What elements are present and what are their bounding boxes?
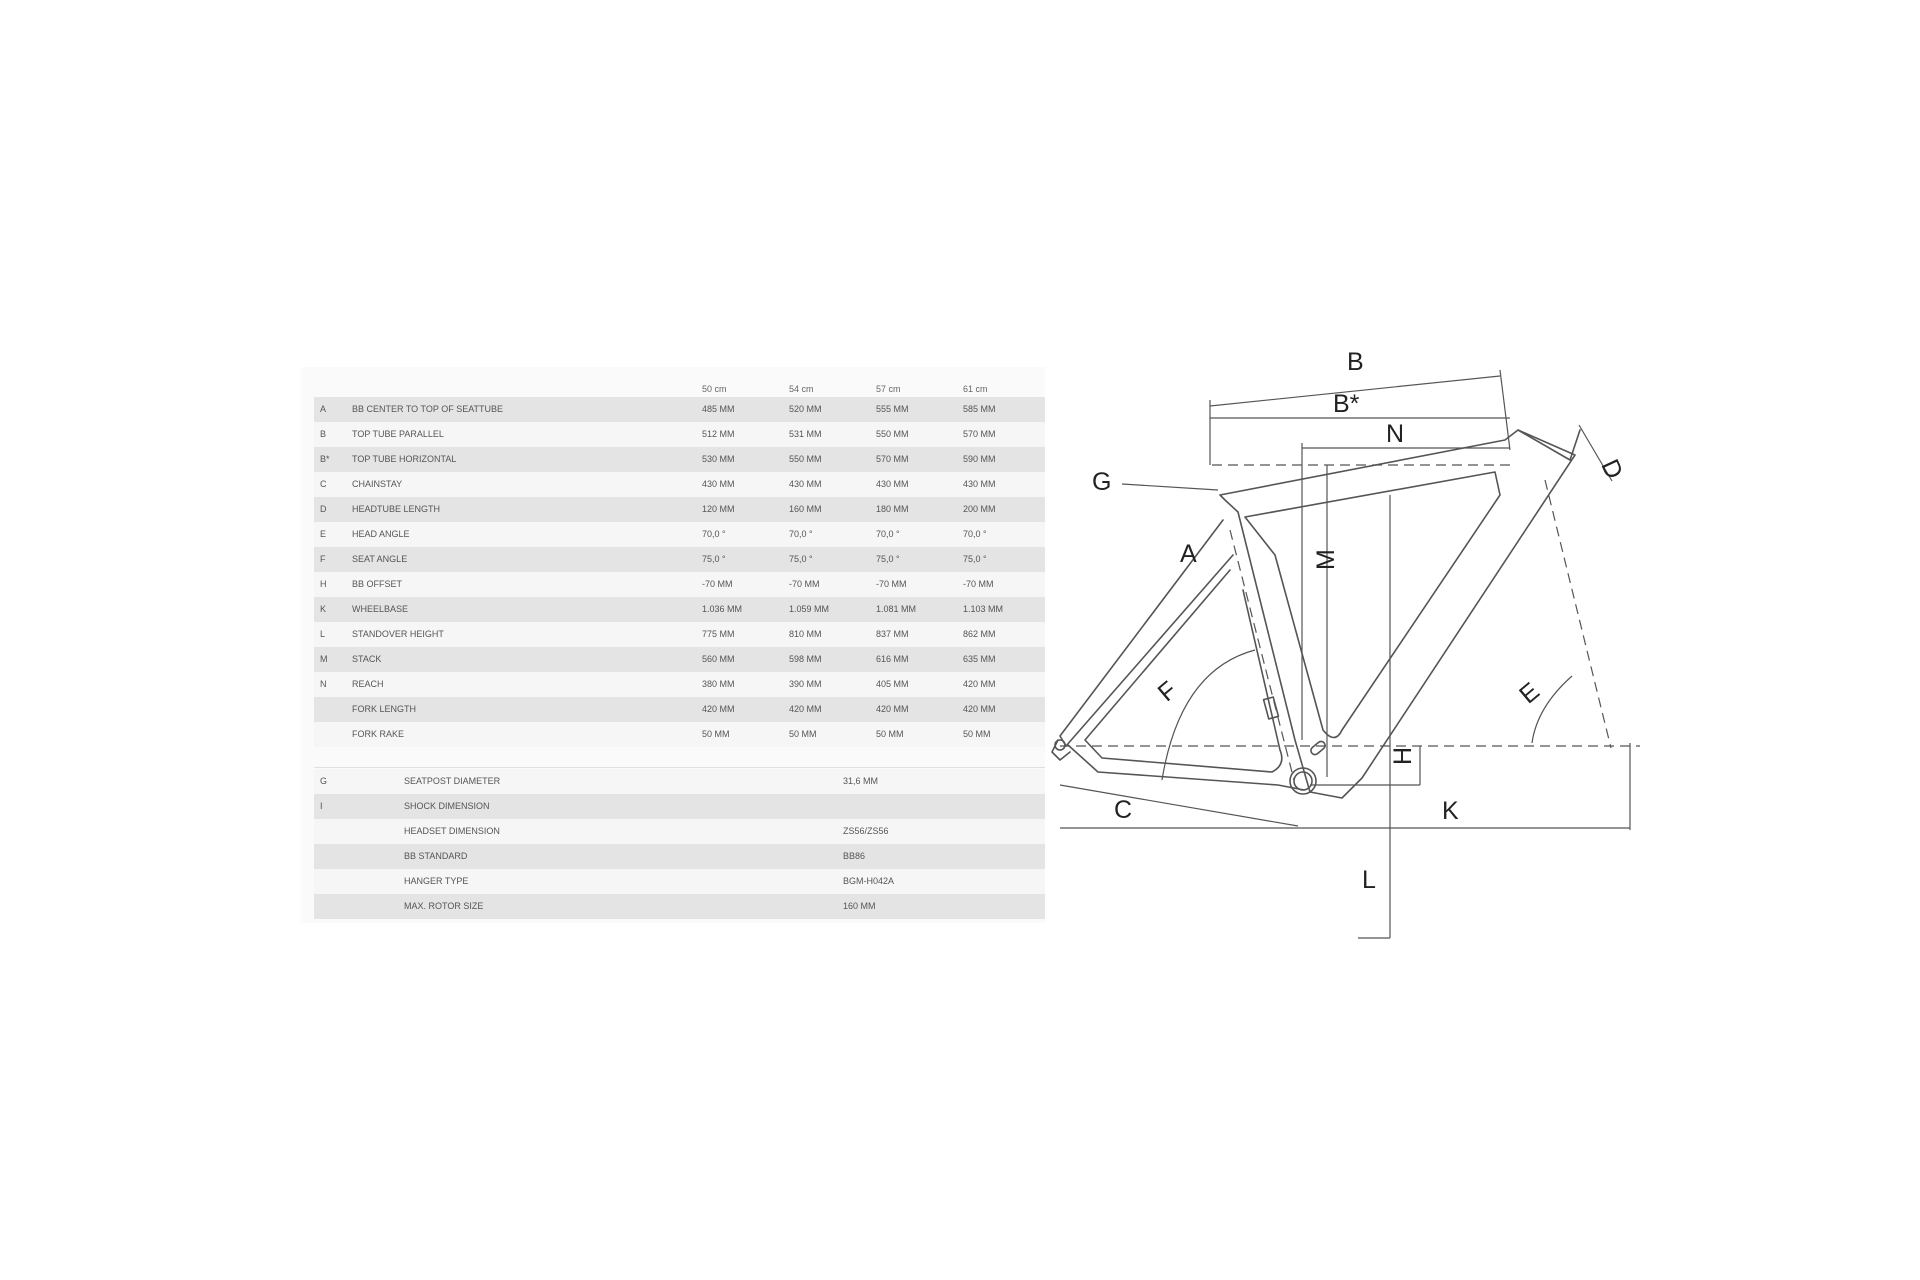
head-tube	[1518, 430, 1580, 460]
row-value-57: 405 MM	[876, 679, 909, 689]
frame-geometry-diagram	[1040, 340, 1640, 960]
spec-label: HEADSET DIMENSION	[404, 826, 500, 836]
label-l: L	[1362, 866, 1376, 894]
row-value-54: 390 MM	[789, 679, 822, 689]
spec-value: BGM-H042A	[843, 876, 895, 886]
geometry-table	[301, 367, 1045, 923]
label-a: A	[1180, 540, 1197, 568]
spec-value: 31,6 MM	[843, 776, 879, 786]
size-header-57: 57 cm	[876, 384, 901, 394]
spec-label: HANGER TYPE	[404, 876, 469, 886]
row-value-54: 50 MM	[789, 729, 817, 739]
spec-row	[314, 794, 1045, 819]
row-code: H	[320, 579, 327, 589]
dim-b-right-tick	[1500, 370, 1510, 450]
rear-triangle-inner	[1085, 570, 1282, 772]
row-label: SEAT ANGLE	[352, 554, 408, 564]
dim-e-arc	[1532, 676, 1572, 743]
row-value-50: 50 MM	[702, 729, 730, 739]
row-value-57: 75,0 °	[876, 554, 900, 564]
row-value-54: 75,0 °	[789, 554, 813, 564]
row-value-50: 420 MM	[702, 704, 735, 714]
row-value-57: 50 MM	[876, 729, 904, 739]
row-code: E	[320, 529, 327, 539]
row-value-50: -70 MM	[702, 579, 733, 589]
frame-outline	[1052, 430, 1580, 798]
row-value-57: 555 MM	[876, 404, 909, 414]
table-row	[314, 697, 1045, 722]
cable-port	[1309, 740, 1326, 756]
row-value-54: 70,0 °	[789, 529, 813, 539]
row-value-54: 430 MM	[789, 479, 822, 489]
table-row	[314, 722, 1045, 747]
spec-row	[314, 894, 1045, 919]
row-value-57: 430 MM	[876, 479, 909, 489]
label-b: B	[1347, 348, 1364, 376]
row-label: TOP TUBE HORIZONTAL	[352, 454, 457, 464]
row-label: REACH	[352, 679, 384, 689]
bottom-bracket-inner	[1294, 772, 1312, 790]
dim-f-arc	[1162, 650, 1255, 780]
row-label: BB OFFSET	[352, 579, 403, 589]
row-value-57: 570 MM	[876, 454, 909, 464]
label-m: M	[1312, 549, 1340, 570]
table-row	[314, 597, 1045, 622]
row-label: STACK	[352, 654, 382, 664]
dim-head-axis	[1545, 480, 1611, 748]
row-value-50: 120 MM	[702, 504, 735, 514]
spec-code: G	[320, 776, 328, 786]
spec-label: SHOCK DIMENSION	[404, 801, 490, 811]
row-value-57: -70 MM	[876, 579, 907, 589]
spec-value: BB86	[843, 851, 866, 861]
row-value-61: 585 MM	[963, 404, 996, 414]
table-row	[314, 447, 1045, 472]
row-label: TOP TUBE PARALLEL	[352, 429, 444, 439]
row-value-57: 180 MM	[876, 504, 909, 514]
row-value-50: 430 MM	[702, 479, 735, 489]
row-value-61: 420 MM	[963, 679, 996, 689]
spec-row	[314, 819, 1045, 844]
row-value-61: 635 MM	[963, 654, 996, 664]
row-value-61: 70,0 °	[963, 529, 987, 539]
row-value-54: 520 MM	[789, 404, 822, 414]
row-label: BB CENTER TO TOP OF SEATTUBE	[352, 404, 504, 414]
row-value-54: 1.059 MM	[789, 604, 830, 614]
row-label: WHEELBASE	[352, 604, 409, 614]
row-value-50: 560 MM	[702, 654, 735, 664]
row-code: L	[320, 629, 326, 639]
table-row	[314, 397, 1045, 422]
row-value-50: 380 MM	[702, 679, 735, 689]
spec-value: 160 MM	[843, 901, 876, 911]
row-value-57: 616 MM	[876, 654, 909, 664]
row-value-54: 160 MM	[789, 504, 822, 514]
table-row	[314, 672, 1045, 697]
spec-value: ZS56/ZS56	[843, 826, 889, 836]
row-value-50: 485 MM	[702, 404, 735, 414]
row-value-61: 420 MM	[963, 704, 996, 714]
row-label: STANDOVER HEIGHT	[352, 629, 444, 639]
row-label: FORK RAKE	[352, 729, 405, 739]
row-value-57: 70,0 °	[876, 529, 900, 539]
front-triangle-inner	[1245, 472, 1500, 738]
size-header-61: 61 cm	[963, 384, 988, 394]
dim-g-leader	[1122, 484, 1218, 490]
label-f: F	[1152, 675, 1183, 708]
label-k: K	[1442, 797, 1459, 825]
row-value-54: 550 MM	[789, 454, 822, 464]
row-value-61: 200 MM	[963, 504, 996, 514]
dim-c-line	[1060, 785, 1298, 826]
table-row	[314, 547, 1045, 572]
label-d: D	[1595, 455, 1629, 484]
table-row	[314, 472, 1045, 497]
spec-row	[314, 769, 1045, 794]
row-value-57: 550 MM	[876, 429, 909, 439]
row-value-54: 598 MM	[789, 654, 822, 664]
row-value-54: 531 MM	[789, 429, 822, 439]
label-b-star: B*	[1333, 390, 1360, 418]
spec-row	[314, 869, 1045, 894]
table-row	[314, 522, 1045, 547]
row-value-54: -70 MM	[789, 579, 820, 589]
size-header-50: 50 cm	[702, 384, 727, 394]
spec-label: MAX. ROTOR SIZE	[404, 901, 484, 911]
row-code: C	[320, 479, 327, 489]
label-n: N	[1386, 420, 1405, 448]
table-row	[314, 422, 1045, 447]
label-h: H	[1389, 746, 1417, 765]
table-row	[314, 622, 1045, 647]
row-code: F	[320, 554, 326, 564]
row-value-61: -70 MM	[963, 579, 994, 589]
row-value-50: 775 MM	[702, 629, 735, 639]
label-e: E	[1514, 677, 1545, 710]
row-code: B*	[320, 454, 330, 464]
spec-label: SEATPOST DIAMETER	[404, 776, 501, 786]
row-value-61: 590 MM	[963, 454, 996, 464]
seat-stay	[1060, 520, 1233, 746]
frame-main-outline	[1220, 430, 1575, 798]
spec-code: I	[320, 801, 323, 811]
row-value-54: 420 MM	[789, 704, 822, 714]
row-value-50: 530 MM	[702, 454, 735, 464]
row-value-61: 430 MM	[963, 479, 996, 489]
spec-row	[314, 844, 1045, 869]
size-header-54: 54 cm	[789, 384, 814, 394]
table-row	[314, 497, 1045, 522]
spec-label: BB STANDARD	[404, 851, 468, 861]
dimension-labels	[1092, 348, 1628, 894]
row-code: K	[320, 604, 327, 614]
label-g: G	[1092, 468, 1112, 496]
row-value-50: 512 MM	[702, 429, 735, 439]
row-value-50: 75,0 °	[702, 554, 726, 564]
table-row	[314, 572, 1045, 597]
row-value-61: 50 MM	[963, 729, 991, 739]
chain-stay	[1068, 745, 1304, 790]
row-code: M	[320, 654, 328, 664]
row-label: CHAINSTAY	[352, 479, 403, 489]
section-divider	[314, 767, 1045, 768]
row-label: HEAD ANGLE	[352, 529, 410, 539]
row-value-50: 1.036 MM	[702, 604, 743, 614]
row-code: N	[320, 679, 327, 689]
row-value-57: 1.081 MM	[876, 604, 917, 614]
row-code: D	[320, 504, 327, 514]
table-row	[314, 647, 1045, 672]
row-value-61: 862 MM	[963, 629, 996, 639]
row-value-61: 1.103 MM	[963, 604, 1004, 614]
row-value-57: 420 MM	[876, 704, 909, 714]
row-code: A	[320, 404, 327, 414]
label-c: C	[1114, 796, 1133, 824]
row-value-61: 570 MM	[963, 429, 996, 439]
rear-axle	[1055, 740, 1065, 750]
row-value-57: 837 MM	[876, 629, 909, 639]
row-code: B	[320, 429, 327, 439]
row-label: FORK LENGTH	[352, 704, 417, 714]
row-value-61: 75,0 °	[963, 554, 987, 564]
row-label: HEADTUBE LENGTH	[352, 504, 441, 514]
row-value-50: 70,0 °	[702, 529, 726, 539]
row-value-54: 810 MM	[789, 629, 822, 639]
